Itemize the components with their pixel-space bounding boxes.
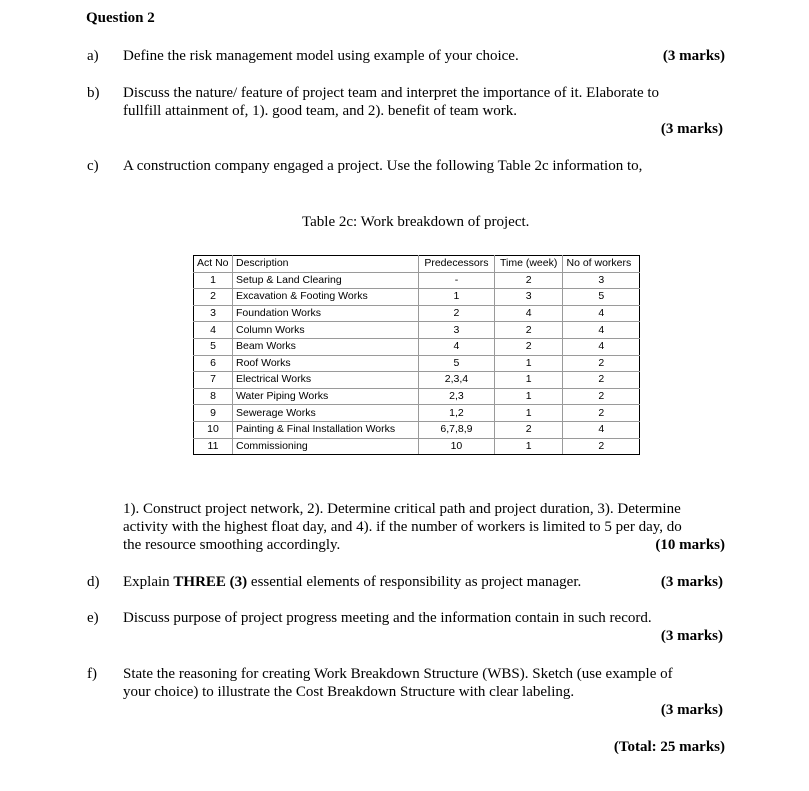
table-header-row (194, 256, 640, 273)
predecessors: 10 (419, 438, 495, 455)
predecessors: - (419, 272, 495, 289)
question-f-marks: (3 marks) (660, 702, 723, 718)
act-no: 10 (194, 421, 233, 438)
act-no: 2 (194, 289, 233, 306)
header-time: Time (week) (494, 256, 563, 273)
question-b-marks: (3 marks) (660, 121, 723, 137)
time-week: 4 (494, 305, 563, 322)
predecessors: 4 (419, 338, 495, 355)
predecessors: 6,7,8,9 (419, 421, 495, 438)
workers: 4 (563, 322, 640, 339)
table-caption: Table 2c: Work breakdown of project. (302, 214, 530, 230)
total-marks: (Total: 25 marks) (613, 739, 725, 755)
act-no: 7 (194, 372, 233, 389)
time-week: 2 (494, 322, 563, 339)
question-f-line1: State the reasoning for creating Work Breakdown Structure (WBS). Sketch (use example of (123, 666, 673, 682)
question-title: Question 2 (86, 10, 155, 26)
question-f-label: f) (87, 666, 97, 682)
act-no: 4 (194, 322, 233, 339)
table-row (194, 405, 640, 422)
workers: 3 (563, 272, 640, 289)
description: Commissioning (233, 438, 419, 455)
workers: 2 (563, 355, 640, 372)
question-c-task-line2: activity with the highest float day, and 4). if the number of workers is limited to 5 per day, do (123, 519, 682, 535)
question-a-marks: (3 marks) (662, 48, 725, 64)
predecessors: 2,3 (419, 388, 495, 405)
description: Setup & Land Clearing (233, 272, 419, 289)
question-b-line1: Discuss the nature/ feature of project team and interpret the importance of it. Elaborate to (123, 85, 660, 101)
question-a-text: Define the risk management model using example of your choice. (123, 48, 519, 64)
question-e-label: e) (87, 610, 99, 626)
table-row (194, 305, 640, 322)
predecessors: 1 (419, 289, 495, 306)
question-a-label: a) (87, 48, 99, 64)
question-c-task-line3: the resource smoothing accordingly. (123, 537, 341, 553)
workers: 4 (563, 421, 640, 438)
act-no: 5 (194, 338, 233, 355)
table-row (194, 421, 640, 438)
time-week: 2 (494, 338, 563, 355)
act-no: 3 (194, 305, 233, 322)
question-d-text-pre: Explain (123, 574, 174, 590)
table-row (194, 272, 640, 289)
question-e-marks: (3 marks) (660, 628, 723, 644)
predecessors: 2 (419, 305, 495, 322)
description: Beam Works (233, 338, 419, 355)
workers: 4 (563, 338, 640, 355)
header-act-no: Act No (194, 256, 233, 273)
time-week: 3 (494, 289, 563, 306)
question-d-text (123, 573, 581, 591)
work-breakdown-table (193, 255, 640, 455)
predecessors: 1,2 (419, 405, 495, 422)
question-b-line2: fullfill attainment of, 1). good team, and 2). benefit of team work. (123, 103, 518, 119)
time-week: 1 (494, 405, 563, 422)
table-row (194, 355, 640, 372)
workers: 2 (563, 388, 640, 405)
table-row (194, 372, 640, 389)
description: Water Piping Works (233, 388, 419, 405)
table-row (194, 338, 640, 355)
question-c-marks: (10 marks) (655, 537, 725, 553)
workers: 4 (563, 305, 640, 322)
act-no: 8 (194, 388, 233, 405)
question-d-text-post: essential elements of responsibility as project manager. (247, 574, 582, 590)
question-e-text: Discuss purpose of project progress meeting and the information contain in such record. (123, 610, 652, 626)
question-f-line2: your choice) to illustrate the Cost Breakdown Structure with clear labeling. (123, 684, 575, 700)
question-c-label: c) (87, 158, 99, 174)
time-week: 1 (494, 438, 563, 455)
time-week: 1 (494, 388, 563, 405)
predecessors: 3 (419, 322, 495, 339)
time-week: 1 (494, 355, 563, 372)
time-week: 2 (494, 272, 563, 289)
workers: 2 (563, 438, 640, 455)
time-week: 1 (494, 372, 563, 389)
predecessors: 5 (419, 355, 495, 372)
question-d-label: d) (87, 574, 100, 590)
question-d-marks: (3 marks) (660, 574, 723, 590)
act-no: 11 (194, 438, 233, 455)
act-no: 1 (194, 272, 233, 289)
header-predecessors: Predecessors (419, 256, 495, 273)
description: Column Works (233, 322, 419, 339)
question-c-text: A construction company engaged a project. Use the following Table 2c information to, (123, 158, 643, 174)
act-no: 9 (194, 405, 233, 422)
question-c-task-line1: 1). Construct project network, 2). Determine critical path and project duration, 3). Determine (123, 501, 681, 517)
time-week: 2 (494, 421, 563, 438)
act-no: 6 (194, 355, 233, 372)
workers: 5 (563, 289, 640, 306)
table-row (194, 322, 640, 339)
workers: 2 (563, 372, 640, 389)
description: Electrical Works (233, 372, 419, 389)
description: Sewerage Works (233, 405, 419, 422)
description: Roof Works (233, 355, 419, 372)
workers: 2 (563, 405, 640, 422)
description: Foundation Works (233, 305, 419, 322)
header-workers: No of workers (563, 256, 640, 273)
header-description: Description (233, 256, 419, 273)
predecessors: 2,3,4 (419, 372, 495, 389)
table-row (194, 289, 640, 306)
question-b-label: b) (87, 85, 100, 101)
description: Painting & Final Installation Works (233, 421, 419, 438)
description: Excavation & Footing Works (233, 289, 419, 306)
table-row (194, 388, 640, 405)
question-d-text-bold: THREE (3) (173, 574, 248, 590)
table-row (194, 438, 640, 455)
